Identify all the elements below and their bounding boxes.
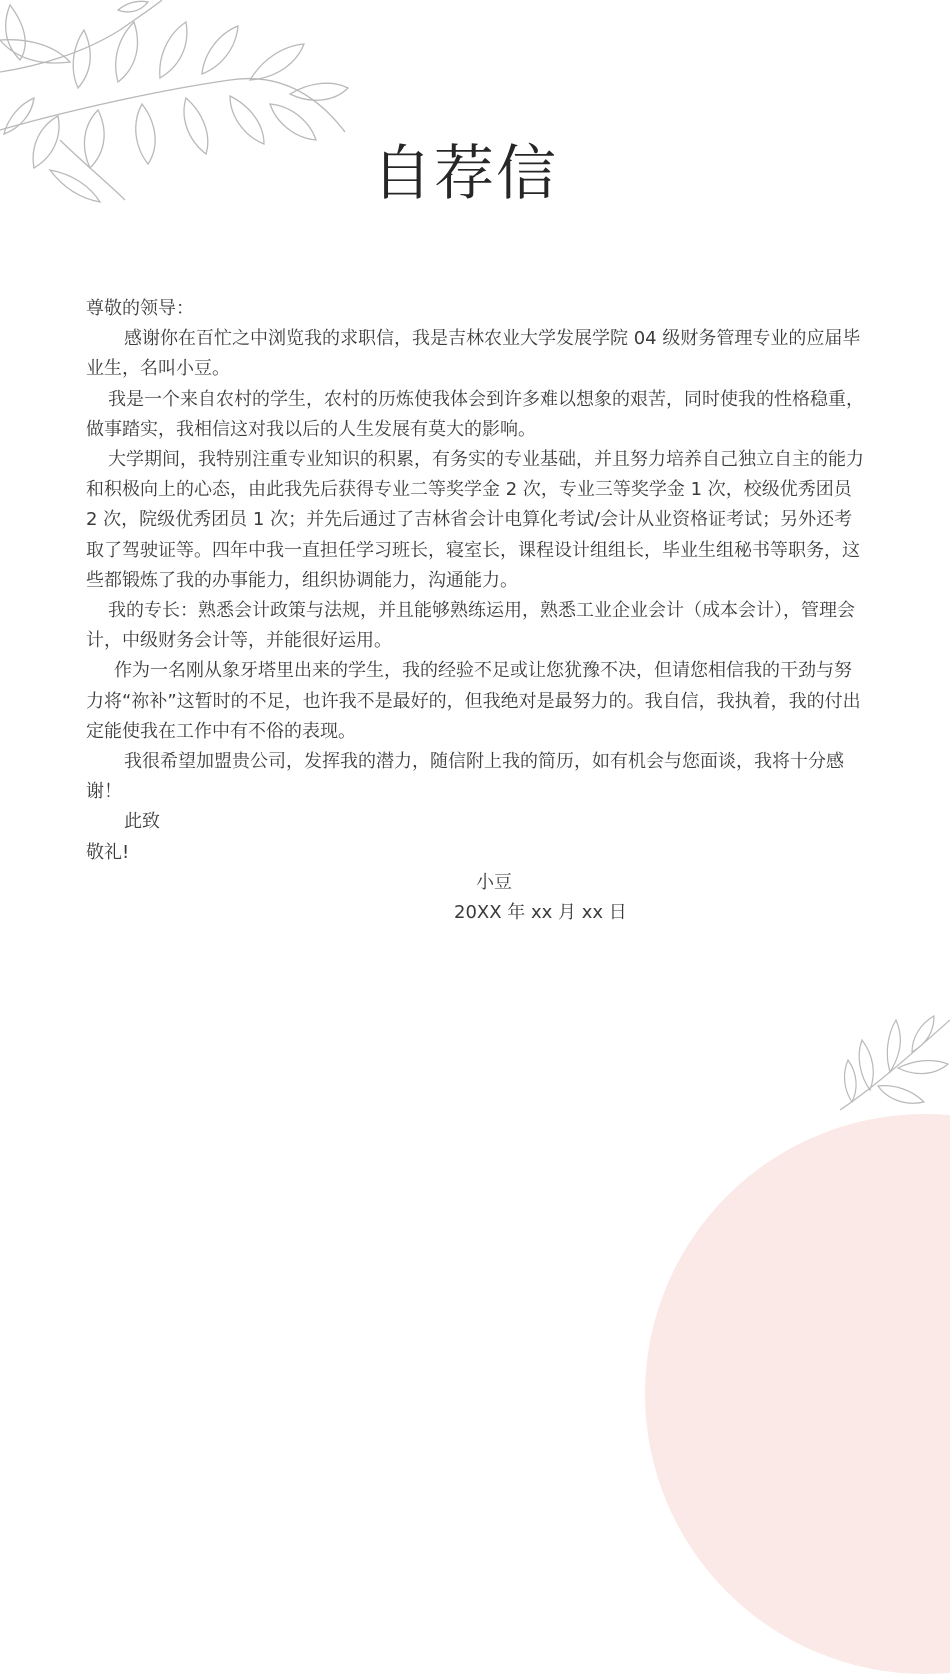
paragraph: 感谢你在百忙之中浏览我的求职信，我是吉林农业大学发展学院 04 级财务管理专业的应届毕业生，名叫小豆。 xyxy=(86,328,861,380)
signature-date: 20XX 年 xx 月 xx 日 xyxy=(454,902,627,924)
leaf-branch-icon xyxy=(830,1010,950,1120)
paragraph: 我的专长：熟悉会计政策与法规，并且能够熟练运用，熟悉工业企业会计（成本会计），管理会计，中级财务会计等，并能很好运用。 xyxy=(86,600,855,652)
paragraph: 作为一名刚从象牙塔里出来的学生，我的经验不足或让您犹豫不决，但请您相信我的干劲与努力将“祢补”这暂时的不足，也许我不是最好的，但我绝对是最努力的。我自信，我执着，我的付出定能使我在工作中有不俗的表现。 xyxy=(86,660,861,742)
paragraph: 大学期间，我特别注重专业知识的积累，有务实的专业基础，并且努力培养自己独立自主的能力和积极向上的心态，由此我先后获得专业二等奖学金 2 次，专业三等奖学金 1 次，校级优秀团员 2 次，院级优秀团员 1 次；并先后通过了吉林省会计电算化考试/会计从业资格证考试；另外还考取了驾驶证等。四年中我一直担任学习班长，寝室长，课程设计组组长，毕业生组秘书等职务，这些都锻炼了我的办事能力，组织协调能力，沟通能力。 xyxy=(86,449,864,591)
letter-body xyxy=(86,294,866,928)
page-title: 自荐信 xyxy=(372,139,558,209)
regards: 敬礼! xyxy=(86,841,130,863)
signature-name: 小豆 xyxy=(476,871,512,893)
paragraph: 我是一个来自农村的学生，农村的历炼使我体会到许多难以想象的艰苦，同时使我的性格稳重，做事踏实，我相信这对我以后的人生发展有莫大的影响。 xyxy=(86,388,864,440)
closing: 此致 xyxy=(124,811,160,833)
paragraph: 我很希望加盟贵公司，发挥我的潜力，随信附上我的简历，如有机会与您面谈，我将十分感谢！ xyxy=(86,751,844,803)
decorative-circle xyxy=(645,1114,950,1674)
salutation: 尊敬的领导： xyxy=(86,298,194,319)
